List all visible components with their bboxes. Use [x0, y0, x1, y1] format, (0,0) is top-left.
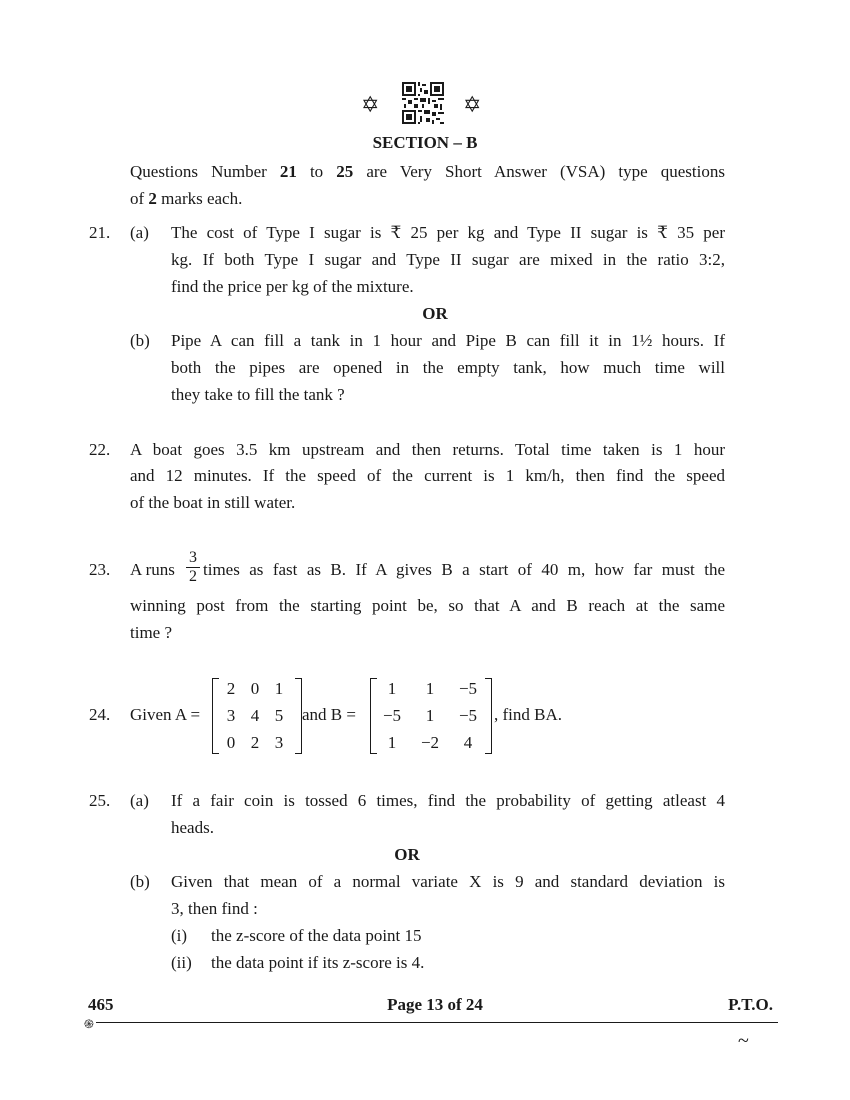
footer-tilde: ~ [738, 1030, 749, 1052]
matrix-cell: 4 [250, 706, 260, 725]
question-number-24: 24. [89, 705, 111, 724]
q21-a-line-3: find the price per kg of the mixture. [171, 277, 414, 296]
q23-pre: A runs [130, 560, 175, 579]
qr-code-icon [402, 82, 444, 124]
paper-code: 465 [88, 995, 114, 1014]
question-number-21: 21. [89, 223, 111, 242]
footer-mark-icon: ֍ [84, 1017, 94, 1031]
q21-b-line-3: they take to fill the tank ? [171, 385, 345, 404]
q22-line-1: A boat goes 3.5 km upstream and then returns. Total time taken is 1 hour [130, 440, 725, 459]
matrix-cell: −5 [458, 706, 478, 725]
q25-a-line-2: heads. [171, 818, 214, 837]
matrix-cell: 0 [226, 733, 236, 752]
pto-label: P.T.O. [728, 995, 773, 1014]
matrix-cell: −2 [420, 733, 440, 752]
matrix-cell: 0 [250, 679, 260, 698]
question-number-22: 22. [89, 440, 111, 459]
star-of-david-icon-left: ✡ [361, 92, 380, 117]
matrix-cell: 4 [463, 733, 473, 752]
q23-fraction [186, 550, 200, 585]
star-of-david-icon-right: ✡ [463, 92, 482, 117]
intro-line-2: of 2 marks each. [130, 189, 243, 208]
page-number: Page 13 of 24 [387, 995, 483, 1014]
matrix-cell: 1 [387, 733, 397, 752]
matrix-cell: 2 [226, 679, 236, 698]
matrix-cell: −5 [458, 679, 478, 698]
q24-given: Given A = [130, 705, 201, 724]
matrix-a [212, 676, 302, 756]
fraction-denominator: 2 [189, 568, 197, 585]
q23-line-1: times as fast as B. If A gives B a start of 40 m, how far must the [203, 560, 725, 579]
q24-and: and B = [302, 705, 356, 724]
q21-or: OR [422, 304, 448, 323]
section-title: SECTION – B [372, 133, 478, 152]
q22-line-3: of the boat in still water. [130, 493, 296, 512]
matrix-cell: 1 [387, 679, 397, 698]
matrix-cell: 1 [425, 706, 435, 725]
fraction-numerator: 3 [189, 549, 197, 566]
q21-a-line-2: kg. If both Type I sugar and Type II sugar are mixed in the ratio 3:2, [171, 250, 725, 269]
intro-line-1: Questions Number 21 to 25 are Very Short Answer (VSA) type questions [130, 162, 725, 181]
q25-sub-ii-text: the data point if its z-score is 4. [211, 953, 425, 972]
question-number-23: 23. [89, 560, 111, 579]
q25-sub-i-label: (i) [171, 926, 188, 945]
q21-option-b-label: (b) [130, 331, 150, 350]
q22-line-2: and 12 minutes. If the speed of the current is 1 km/h, then find the speed [130, 466, 725, 485]
q24-tail: , find BA. [494, 705, 562, 724]
footer-rule [96, 1022, 778, 1023]
q25-b-line-2: 3, then find : [171, 899, 258, 918]
q23-line-3: time ? [130, 623, 173, 642]
matrix-cell: 1 [274, 679, 284, 698]
matrix-cell: 2 [250, 733, 260, 752]
q25-or: OR [394, 845, 420, 864]
q21-b-line-1: Pipe A can fill a tank in 1 hour and Pipe B can fill it in 1½ hours. If [171, 331, 725, 350]
question-number-25: 25. [89, 791, 111, 810]
q25-a-line-1: If a fair coin is tossed 6 times, find the probability of getting atleast 4 [171, 791, 725, 810]
matrix-cell: 3 [226, 706, 236, 725]
q21-option-a-label: (a) [130, 223, 149, 242]
matrix-b [370, 676, 492, 756]
q25-b-line-1: Given that mean of a normal variate X is 9 and standard deviation is [171, 872, 725, 891]
q25-sub-ii-label: (ii) [171, 953, 192, 972]
q25-option-b-label: (b) [130, 872, 150, 891]
q21-b-line-2: both the pipes are opened in the empty tank, how much time will [171, 358, 725, 377]
q21-a-line-1: The cost of Type I sugar is ₹ 25 per kg and Type II sugar is ₹ 35 per [171, 223, 725, 242]
q23-line-2: winning post from the starting point be, so that A and B reach at the same [130, 596, 725, 615]
matrix-cell: 3 [274, 733, 284, 752]
matrix-cell: −5 [382, 706, 402, 725]
q25-sub-i-text: the z-score of the data point 15 [211, 926, 422, 945]
matrix-cell: 1 [425, 679, 435, 698]
matrix-cell: 5 [274, 706, 284, 725]
q25-option-a-label: (a) [130, 791, 149, 810]
